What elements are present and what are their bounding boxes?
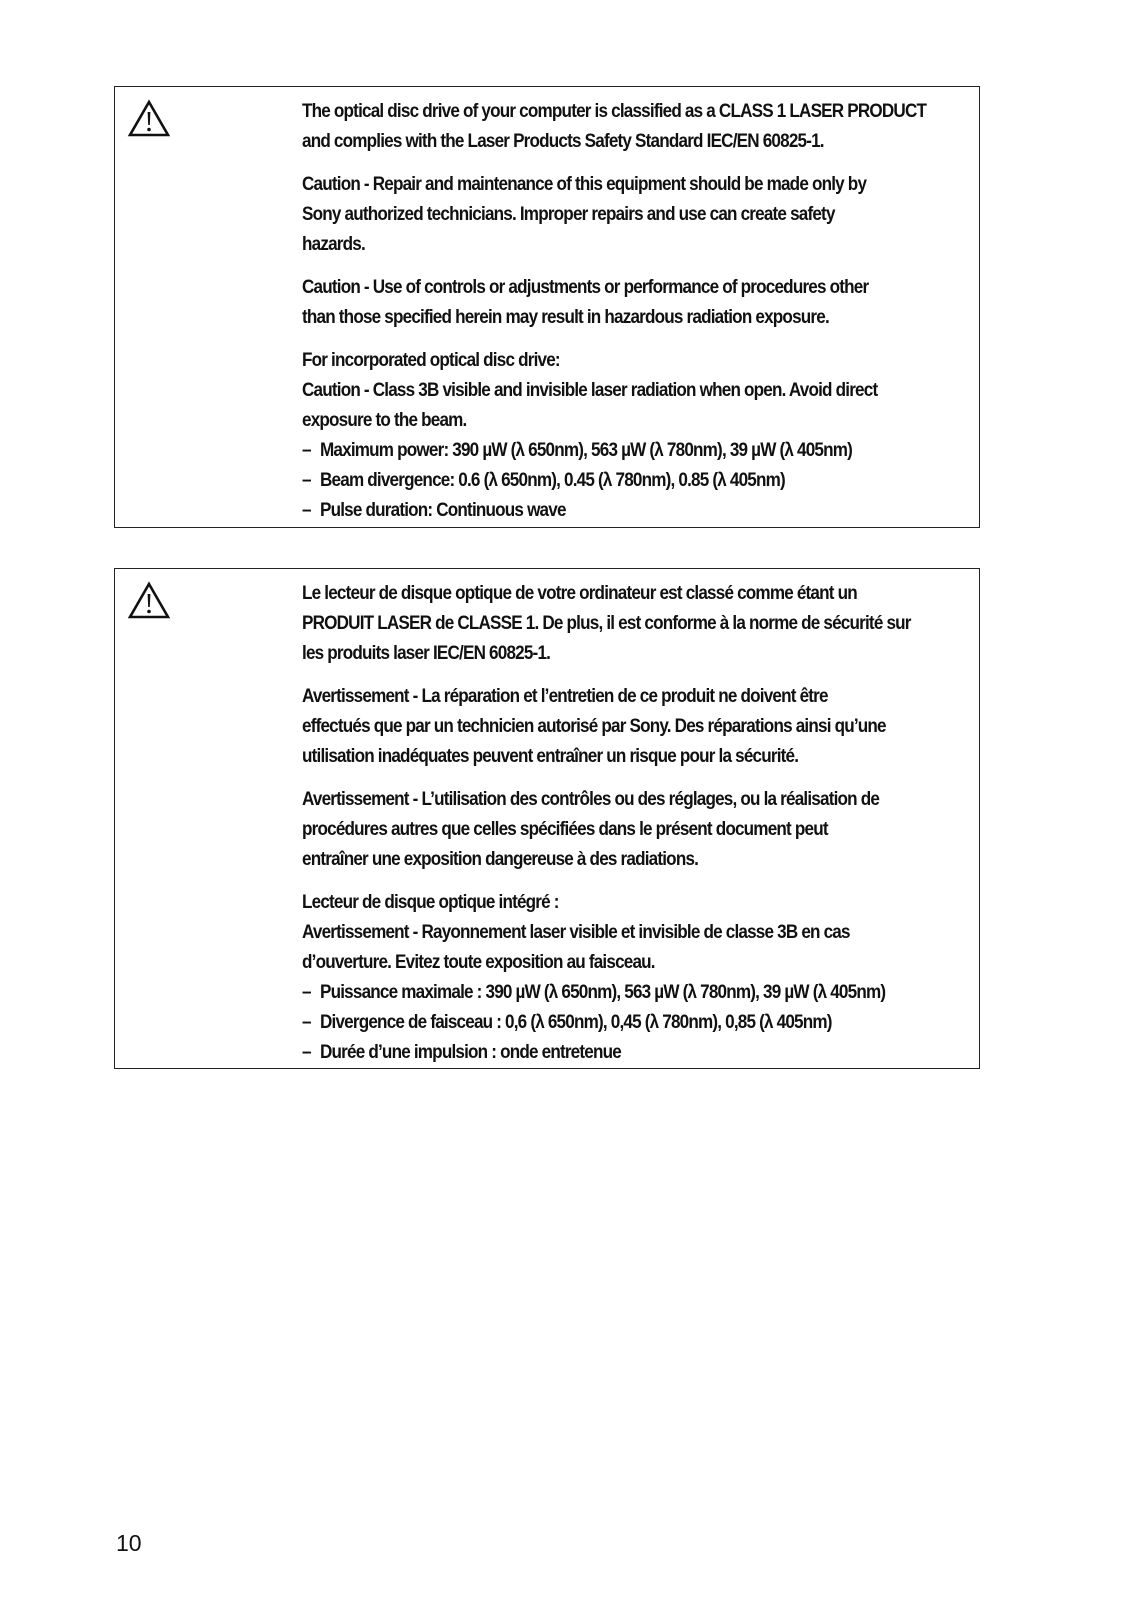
text-line: Sony authorized technicians. Improper repairs and use can create safety (302, 204, 835, 225)
bullet-item (302, 466, 968, 496)
bullet-item (302, 1038, 968, 1068)
text-line: than those specified herein may result in hazardous radiation exposure. (302, 307, 829, 328)
bullet-marker: – (302, 470, 311, 491)
bullet-item (302, 436, 968, 466)
bullet-text: Divergence de faisceau : 0,6 (λ 650nm), 0,45 (λ 780nm), 0,85 (λ 405nm) (320, 1012, 832, 1033)
text-line: PRODUIT LASER de CLASSE 1. De plus, il est conforme à la norme de sécurité sur (302, 613, 911, 634)
text-line: d’ouverture. Evitez toute exposition au faisceau. (302, 952, 655, 973)
page-number: 10 (116, 1530, 142, 1556)
bullet-marker: – (302, 500, 311, 521)
paragraph-incorporated-drive (302, 888, 968, 1068)
text-line: Avertissement - Rayonnement laser visible et invisible de classe 3B en cas (302, 922, 850, 943)
text-line: entraîner une exposition dangereuse à des radiations. (302, 849, 699, 870)
bullet-item (302, 978, 968, 1008)
paragraph-repair-caution (302, 682, 968, 772)
paragraph-controls-caution (302, 785, 968, 875)
warning-triangle-icon (127, 581, 171, 621)
bullet-text: Durée d’une impulsion : onde entretenue (320, 1042, 621, 1063)
notice-text-english (302, 97, 968, 526)
bullet-marker: – (302, 982, 311, 1003)
laser-notice-french (114, 568, 980, 1069)
bullet-marker: – (302, 1012, 311, 1033)
paragraph-class1-laser (302, 97, 968, 157)
bullet-item (302, 1008, 968, 1038)
text-line: hazards. (302, 234, 365, 255)
bullet-marker: – (302, 440, 311, 461)
text-line: Caution - Repair and maintenance of this equipment should be made only by (302, 174, 867, 195)
text-line: and complies with the Laser Products Safety Standard IEC/EN 60825-1. (302, 131, 824, 152)
text-line: effectués que par un technicien autorisé par Sony. Des réparations ainsi qu’une (302, 716, 886, 737)
bullet-marker: – (302, 1042, 311, 1063)
text-line: exposure to the beam. (302, 410, 467, 431)
paragraph-class1-laser (302, 579, 968, 669)
bullet-text: Maximum power: 390 µW (λ 650nm), 563 µW (λ 780nm), 39 µW (λ 405nm) (320, 440, 853, 461)
text-line: Avertissement - La réparation et l’entretien de ce produit ne doivent être (302, 686, 828, 707)
paragraph-controls-caution (302, 273, 968, 333)
text-line: The optical disc drive of your computer is classified as a CLASS 1 LASER PRODUCT (302, 101, 927, 122)
notice-text-french (302, 579, 968, 1068)
text-line: For incorporated optical disc drive: (302, 350, 560, 371)
text-line: procédures autres que celles spécifiées dans le présent document peut (302, 819, 828, 840)
text-line: utilisation inadéquates peuvent entraîner un risque pour la sécurité. (302, 746, 799, 767)
text-line: Caution - Use of controls or adjustments or performance of procedures other (302, 277, 869, 298)
text-line: les produits laser IEC/EN 60825-1. (302, 643, 551, 664)
bullet-item (302, 496, 968, 526)
bullet-text: Puissance maximale : 390 µW (λ 650nm), 563 µW (λ 780nm), 39 µW (λ 405nm) (320, 982, 886, 1003)
text-line: Avertissement - L’utilisation des contrôles ou des réglages, ou la réalisation de (302, 789, 880, 810)
bullet-text: Pulse duration: Continuous wave (320, 500, 566, 521)
laser-notice-english (114, 86, 980, 528)
text-line: Lecteur de disque optique intégré : (302, 892, 559, 913)
paragraph-incorporated-drive (302, 346, 968, 526)
paragraph-repair-caution (302, 170, 968, 260)
bullet-text: Beam divergence: 0.6 (λ 650nm), 0.45 (λ 780nm), 0.85 (λ 405nm) (320, 470, 785, 491)
warning-triangle-icon (127, 99, 171, 139)
text-line: Caution - Class 3B visible and invisible laser radiation when open. Avoid direct (302, 380, 878, 401)
text-line: Le lecteur de disque optique de votre ordinateur est classé comme étant un (302, 583, 857, 604)
